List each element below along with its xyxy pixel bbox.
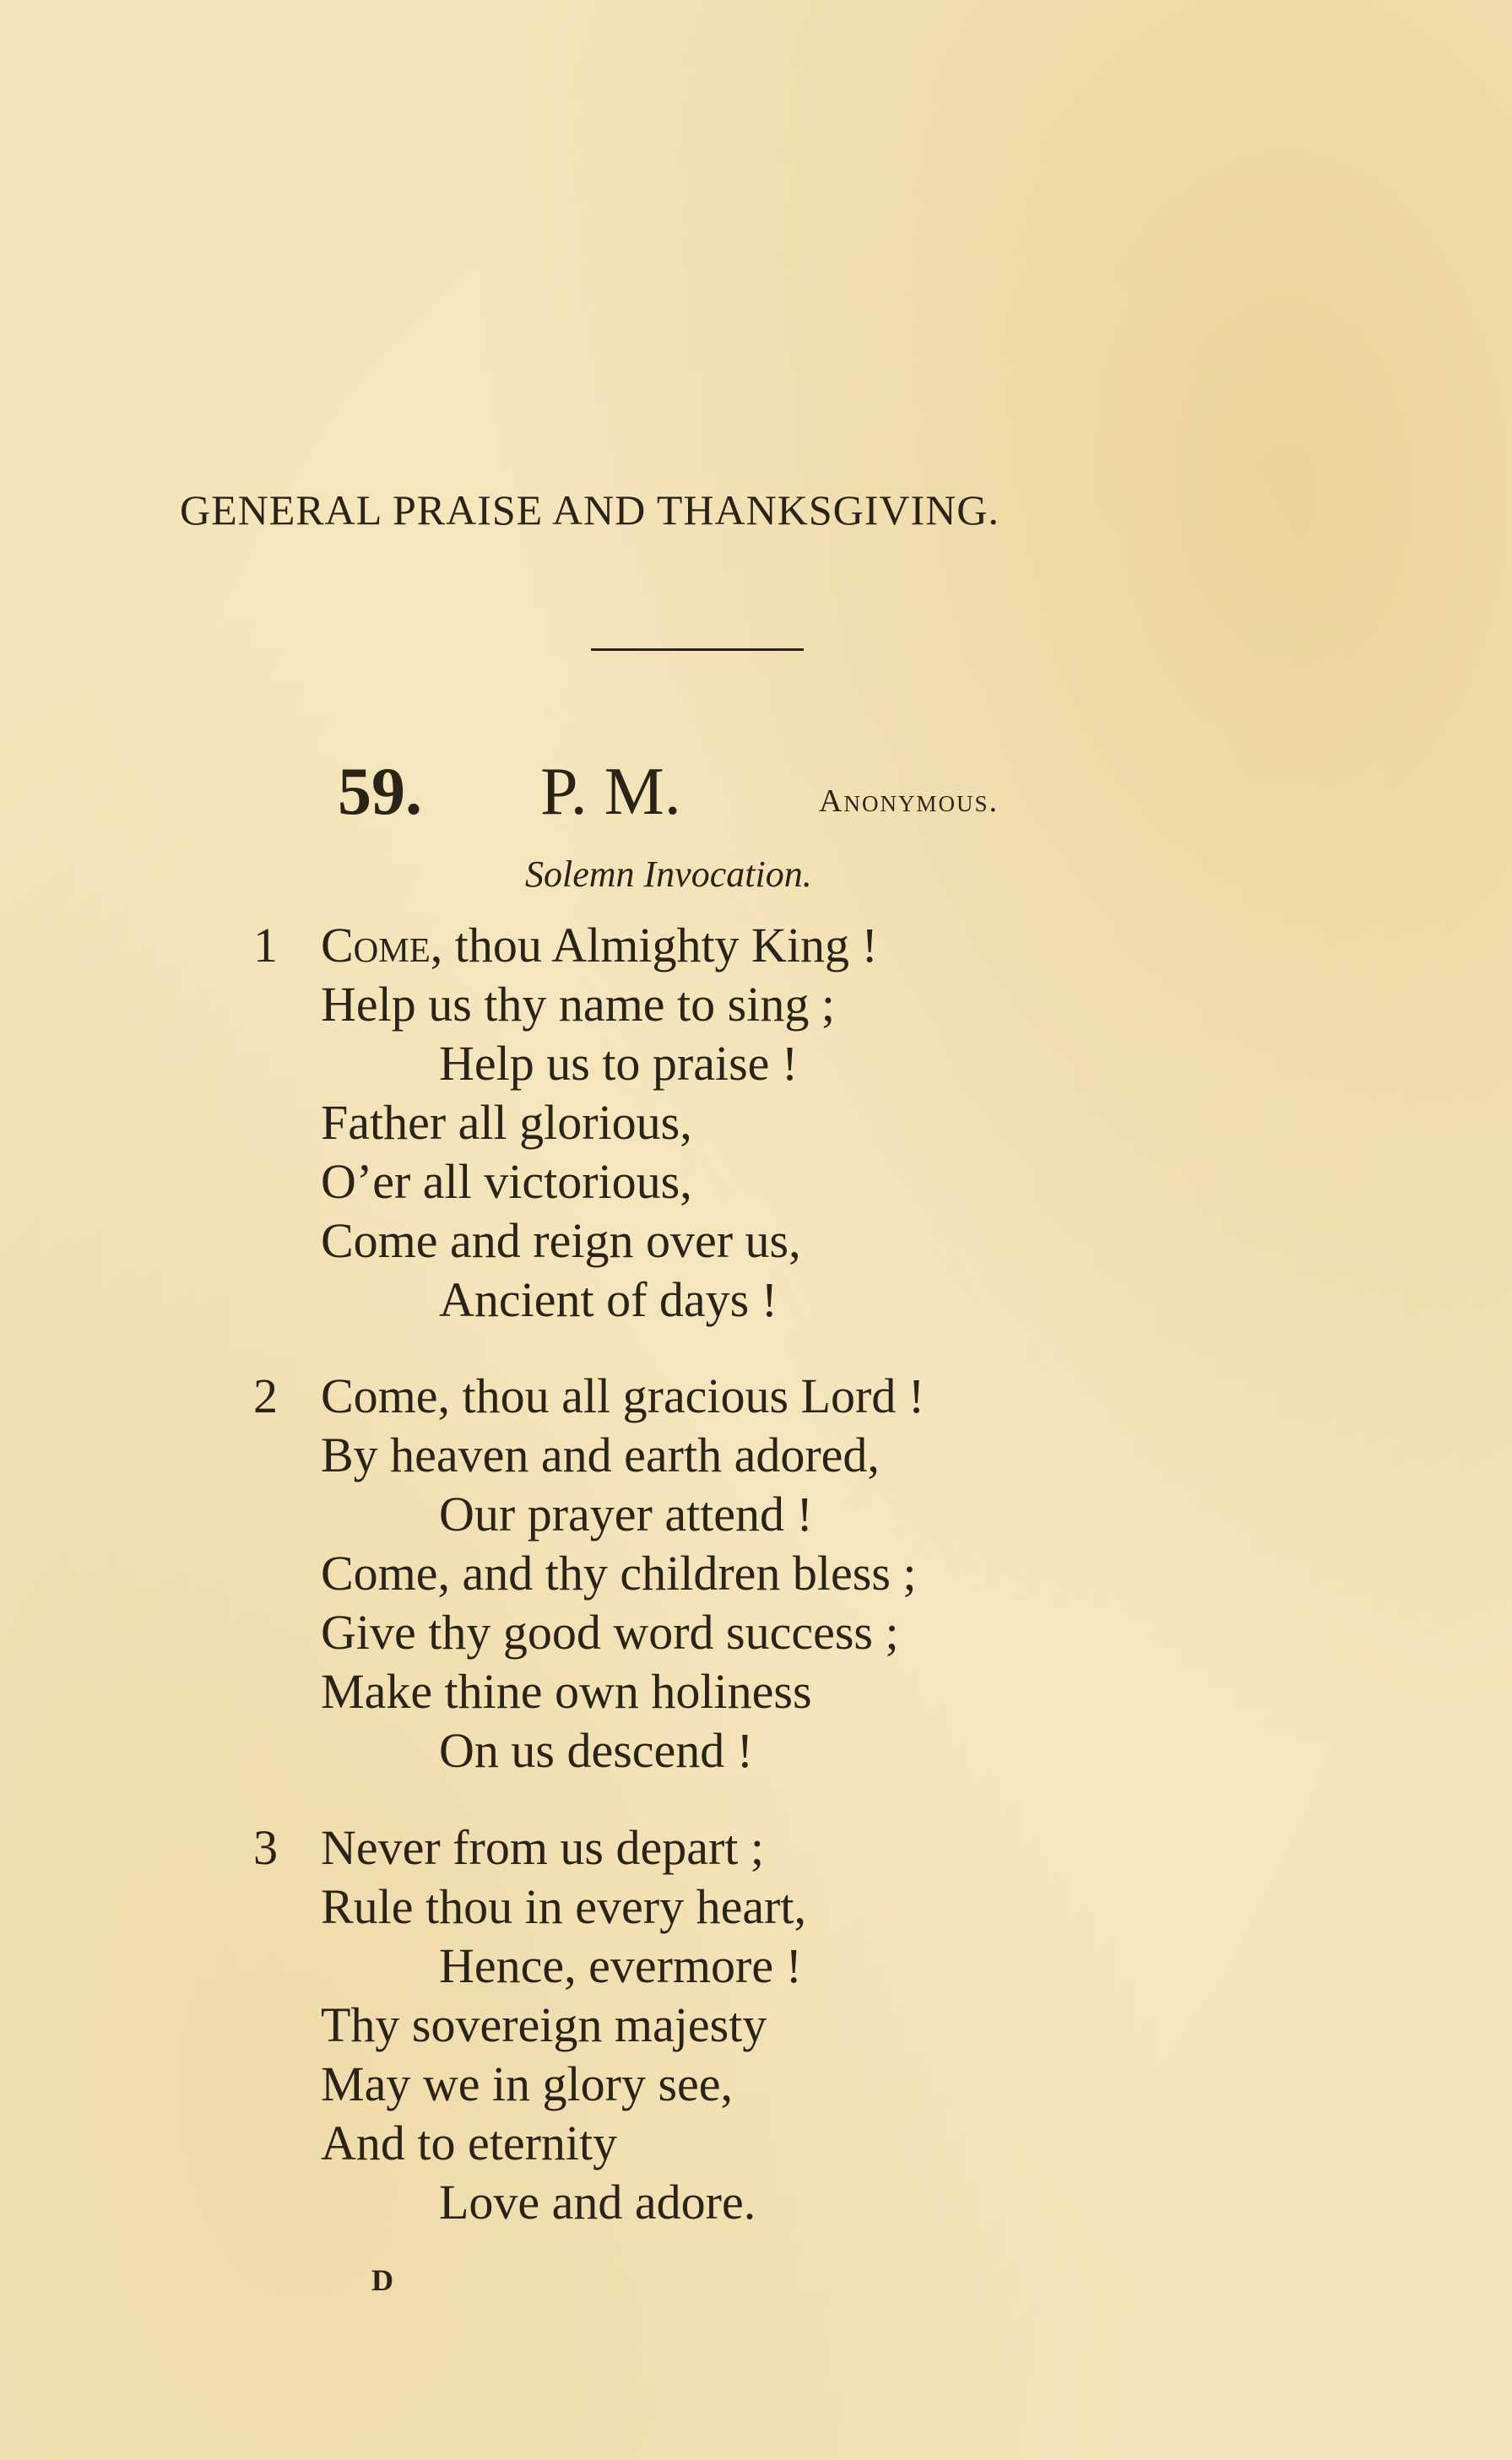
verse-line: Help us thy name to sing ; [321, 977, 835, 1032]
verse-line: Help us to praise ! [439, 1036, 799, 1091]
verse-line: And to eternity [321, 2116, 618, 2170]
verse-line [321, 917, 878, 973]
first-word-smallcaps: Come, [321, 918, 443, 973]
verse-line: By heaven and earth adored, [321, 1428, 880, 1482]
verse-line: O’er all victorious, [321, 1154, 692, 1209]
verse-line: Make thine own holiness [321, 1664, 812, 1719]
verse-line: Love and adore. [439, 2175, 756, 2230]
verse-line: Come, thou all gracious Lord ! [321, 1368, 925, 1423]
verse-line: Father all glorious, [321, 1095, 692, 1150]
verse-line: Never from us depart ; [321, 1820, 765, 1875]
verse-line: Our prayer attend ! [439, 1487, 813, 1542]
hymn-header [338, 754, 1097, 830]
verse-line: May we in glory see, [321, 2056, 734, 2111]
verse-line: Give thy good word success ; [321, 1605, 899, 1660]
verse-line: Come and reign over us, [321, 1213, 801, 1268]
verse-line-rest: thou Almighty King ! [442, 918, 878, 973]
hymn-number: 59. [338, 755, 422, 829]
verse-line: Come, and thy children bless ; [321, 1546, 917, 1601]
verse-line: Thy sovereign majesty [321, 1997, 767, 2052]
verse-line: Rule thou in every heart, [321, 1879, 806, 1934]
section-divider-rule [591, 648, 804, 651]
verse-number: 3 [253, 1820, 278, 1875]
verse-line: Ancient of days ! [439, 1272, 778, 1327]
verse-line: On us descend ! [439, 1723, 754, 1778]
hymn-subtitle: Solemn Invocation. [525, 853, 812, 895]
running-head: GENERAL PRAISE AND THANKSGIVING. [180, 486, 1000, 534]
signature-mark: D [371, 2263, 393, 2297]
verse-number: 2 [253, 1368, 278, 1423]
hymn-author: Anonymous. [819, 783, 999, 819]
hymn-meter: P. M. [540, 755, 681, 829]
verse-number: 1 [253, 918, 278, 973]
verse-line: Hence, evermore ! [439, 1938, 802, 1993]
